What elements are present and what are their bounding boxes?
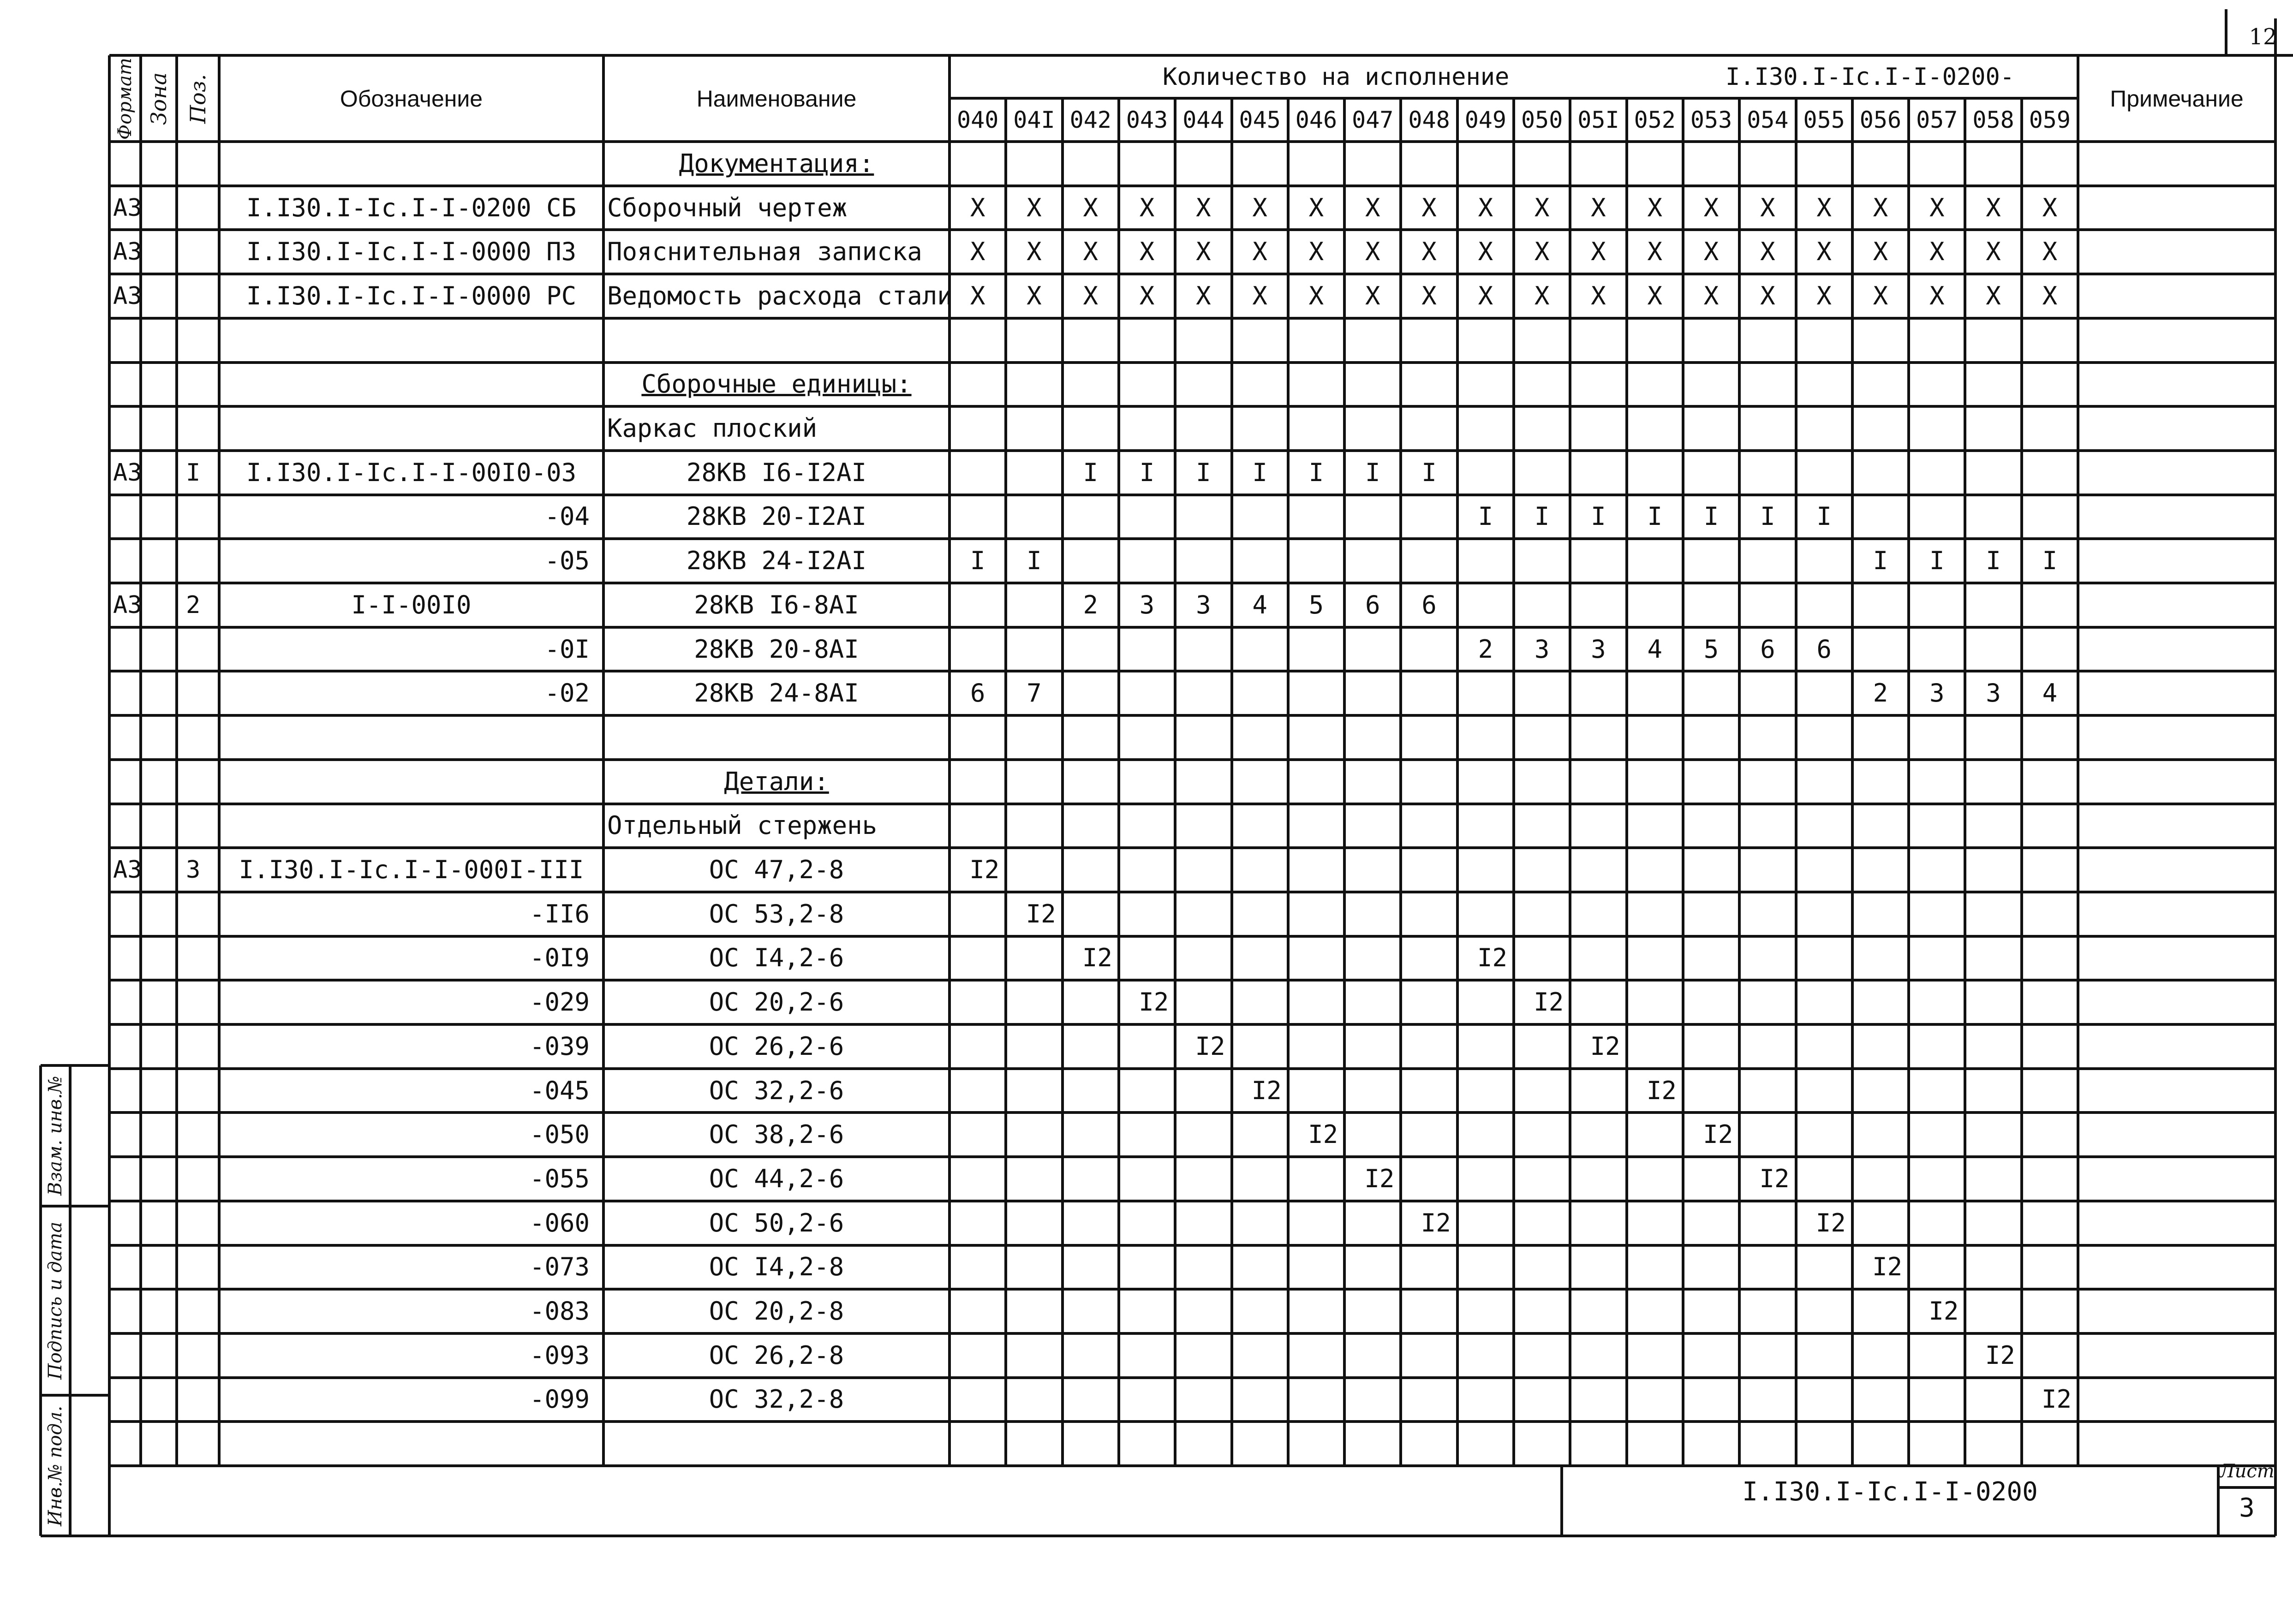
qty-cell: X bbox=[1816, 237, 1832, 267]
variant-header-054: 054 bbox=[1747, 107, 1789, 133]
qty-cell: I2 bbox=[1026, 899, 1056, 928]
qty-cell: I bbox=[1986, 546, 2001, 576]
row-designation: -055 bbox=[529, 1164, 590, 1193]
qty-cell: I2 bbox=[1364, 1164, 1395, 1193]
qty-cell: I bbox=[1816, 502, 1832, 531]
qty-cell: 3 bbox=[1591, 634, 1606, 664]
row-name: ОС I4,2-6 bbox=[709, 943, 844, 973]
variant-header-053: 053 bbox=[1690, 107, 1732, 133]
qty-cell: X bbox=[1252, 281, 1267, 310]
row-designation: -050 bbox=[529, 1120, 590, 1149]
row-designation: I-I-00I0 bbox=[351, 590, 472, 619]
stamp-inv-podl: Инв.№ подл. bbox=[45, 1405, 66, 1526]
row-designation: -045 bbox=[529, 1076, 590, 1105]
qty-cell: I bbox=[1760, 502, 1775, 531]
row-name: Ведомость расхода стали bbox=[607, 281, 952, 310]
title-block-line bbox=[1560, 1466, 1563, 1536]
row-name: ОС 32,2-6 bbox=[709, 1076, 844, 1105]
qty-cell: X bbox=[1308, 193, 1324, 222]
row-name: Каркас плоский bbox=[607, 414, 818, 443]
qty-cell: X bbox=[1703, 193, 1719, 222]
column-line bbox=[602, 55, 605, 1466]
header-note: Примечание bbox=[2110, 85, 2244, 112]
row-designation: -0I bbox=[544, 634, 590, 664]
qty-cell: X bbox=[1083, 237, 1099, 267]
variant-header-048: 048 bbox=[1408, 107, 1450, 133]
qty-cell: I bbox=[1873, 546, 1888, 576]
stamp-signature-date: Подпись и дата bbox=[45, 1221, 66, 1380]
side-stamp-line bbox=[41, 1535, 109, 1537]
qty-cell: X bbox=[1365, 281, 1380, 310]
qty-cell: I2 bbox=[1139, 987, 1169, 1017]
qty-cell: X bbox=[1196, 237, 1211, 267]
row-designation: I.I30.I-Ic.I-I-0000 РС bbox=[246, 281, 577, 310]
qty-cell: I2 bbox=[1985, 1340, 2015, 1370]
variant-header-040: 040 bbox=[956, 107, 999, 133]
qty-cell: X bbox=[1929, 237, 1945, 267]
frame-bottom bbox=[109, 1535, 2275, 1537]
row-line bbox=[109, 846, 2275, 849]
qty-cell: 3 bbox=[1929, 678, 1945, 708]
corner-line bbox=[2225, 9, 2227, 55]
qty-cell: X bbox=[1478, 193, 1493, 222]
qty-cell: X bbox=[1421, 281, 1437, 310]
qty-cell: X bbox=[1365, 193, 1380, 222]
row-pos: 3 bbox=[186, 856, 201, 884]
qty-cell: I bbox=[1252, 458, 1267, 487]
qty-cell: 3 bbox=[1139, 590, 1155, 619]
qty-cell: I bbox=[1083, 458, 1099, 487]
row-designation: -039 bbox=[529, 1031, 590, 1061]
variant-column-line bbox=[1399, 98, 1402, 1466]
qty-cell: X bbox=[1929, 281, 1945, 310]
row-line bbox=[109, 1376, 2275, 1379]
row-designation: -02 bbox=[544, 678, 590, 708]
variant-header-047: 047 bbox=[1352, 107, 1394, 133]
qty-cell: X bbox=[1027, 193, 1042, 222]
qty-cell: I2 bbox=[1082, 943, 1112, 973]
side-stamp-line bbox=[69, 1065, 72, 1536]
side-stamp-line bbox=[41, 1394, 109, 1397]
row-line bbox=[109, 626, 2275, 629]
variant-column-line bbox=[1795, 98, 1797, 1466]
row-designation: -029 bbox=[529, 987, 590, 1017]
row-designation: -0I9 bbox=[529, 943, 590, 973]
qty-cell: X bbox=[1986, 237, 2001, 267]
variant-header-055: 055 bbox=[1803, 107, 1845, 133]
row-format: А3 bbox=[113, 194, 142, 222]
qty-cell: I bbox=[970, 546, 985, 576]
variant-header-057: 057 bbox=[1916, 107, 1958, 133]
row-line bbox=[109, 1111, 2275, 1114]
qty-cell: X bbox=[1083, 281, 1099, 310]
column-line bbox=[948, 55, 951, 1466]
qty-cell: I2 bbox=[1929, 1297, 1959, 1326]
header-quantity: Количество на исполнение bbox=[1163, 63, 1510, 91]
qty-cell: X bbox=[1760, 193, 1775, 222]
variant-column-line bbox=[1456, 98, 1459, 1466]
qty-cell: I2 bbox=[1251, 1076, 1282, 1105]
row-designation: I.I30.I-Ic.I-I-00I0-03 bbox=[246, 458, 577, 487]
row-name: 28КВ 24-8АI bbox=[694, 678, 859, 708]
variant-header-058: 058 bbox=[1972, 107, 2014, 133]
variant-header-056: 056 bbox=[1859, 107, 1902, 133]
variant-column-line bbox=[1569, 98, 1571, 1466]
row-name: 28КВ 20-I2АI bbox=[686, 502, 867, 531]
row-name: ОС 47,2-8 bbox=[709, 855, 844, 885]
qty-cell: X bbox=[1816, 281, 1832, 310]
row-name: Пояснительная записка bbox=[607, 237, 922, 267]
header-bottom-line bbox=[109, 140, 2275, 143]
row-line bbox=[109, 582, 2275, 584]
row-name: 28КВ I6-I2АI bbox=[686, 458, 867, 487]
row-designation: -093 bbox=[529, 1340, 590, 1370]
qty-cell: X bbox=[2042, 237, 2058, 267]
row-designation: I.I30.I-Ic.I-I-000I-III bbox=[239, 855, 584, 885]
variant-column-line bbox=[1004, 98, 1007, 1466]
qty-cell: 4 bbox=[1252, 590, 1267, 619]
qty-cell: 2 bbox=[1478, 634, 1493, 664]
row-format: А3 bbox=[113, 591, 142, 619]
qty-cell: 5 bbox=[1703, 634, 1719, 664]
variant-column-line bbox=[1682, 98, 1684, 1466]
qty-cell: X bbox=[1308, 281, 1324, 310]
row-line bbox=[109, 1288, 2275, 1291]
row-name: ОС 44,2-6 bbox=[709, 1164, 844, 1193]
qty-cell: X bbox=[1760, 281, 1775, 310]
qty-cell: I2 bbox=[1646, 1076, 1677, 1105]
qty-cell: X bbox=[1252, 237, 1267, 267]
row-line bbox=[109, 714, 2275, 717]
section-heading: Детали: bbox=[724, 767, 829, 796]
row-line bbox=[109, 758, 2275, 761]
qty-cell: I bbox=[1027, 546, 1042, 576]
qty-cell: X bbox=[1873, 281, 1888, 310]
qty-cell: X bbox=[1591, 193, 1606, 222]
qty-cell: X bbox=[1139, 193, 1155, 222]
qty-cell: I2 bbox=[1308, 1120, 1338, 1149]
stamp-vzam-inv: Взам. инв.№ bbox=[45, 1076, 66, 1196]
qty-cell: X bbox=[1478, 281, 1493, 310]
qty-cell: X bbox=[1421, 193, 1437, 222]
variant-column-line bbox=[1061, 98, 1064, 1466]
qty-cell: 7 bbox=[1027, 678, 1042, 708]
qty-cell: X bbox=[2042, 193, 2058, 222]
variant-header-042: 042 bbox=[1069, 107, 1111, 133]
row-line bbox=[109, 494, 2275, 496]
row-designation: -099 bbox=[529, 1385, 590, 1414]
row-line bbox=[109, 1420, 2275, 1423]
header-variant-prefix: I.I30.I-Ic.I-I-0200- bbox=[1726, 63, 2015, 91]
qty-cell: I2 bbox=[1534, 987, 1564, 1017]
row-line bbox=[109, 1244, 2275, 1247]
qty-cell: X bbox=[1986, 193, 2001, 222]
variant-header-043: 043 bbox=[1126, 107, 1168, 133]
section-heading: Документация: bbox=[679, 149, 874, 178]
row-designation: I.I30.I-Ic.I-I-0000 ПЗ bbox=[246, 237, 577, 267]
row-line bbox=[109, 935, 2275, 938]
qty-cell: I bbox=[1421, 458, 1437, 487]
row-line bbox=[109, 405, 2275, 408]
qty-cell: I bbox=[1478, 502, 1493, 531]
variant-header-052: 052 bbox=[1634, 107, 1676, 133]
qty-cell: I bbox=[1929, 546, 1945, 576]
qty-cell: I bbox=[1308, 458, 1324, 487]
qty-cell: X bbox=[1647, 281, 1663, 310]
qty-cell: X bbox=[1816, 193, 1832, 222]
qty-cell: 6 bbox=[1365, 590, 1380, 619]
qty-cell: X bbox=[1421, 237, 1437, 267]
row-line bbox=[109, 1200, 2275, 1202]
row-format: А3 bbox=[113, 458, 142, 487]
qty-cell: I2 bbox=[1477, 943, 1508, 973]
row-designation: -05 bbox=[544, 546, 590, 576]
qty-cell: X bbox=[1139, 281, 1155, 310]
qty-cell: 6 bbox=[970, 678, 985, 708]
row-line bbox=[109, 1067, 2275, 1070]
qty-cell: X bbox=[2042, 281, 2058, 310]
variant-column-line bbox=[1738, 98, 1741, 1466]
column-line bbox=[2077, 55, 2079, 1466]
row-designation: -II6 bbox=[529, 899, 590, 928]
row-name: ОС 20,2-8 bbox=[709, 1297, 844, 1326]
corner-line bbox=[2226, 54, 2293, 57]
variant-header-049: 049 bbox=[1464, 107, 1506, 133]
variant-header-044: 044 bbox=[1182, 107, 1224, 133]
row-line bbox=[109, 803, 2275, 805]
qty-cell: X bbox=[1196, 281, 1211, 310]
qty-cell: I2 bbox=[1421, 1208, 1451, 1237]
row-name: Сборочный чертеж bbox=[607, 193, 848, 222]
qty-cell: X bbox=[1027, 281, 1042, 310]
column-line bbox=[218, 55, 221, 1466]
variant-column-line bbox=[1343, 98, 1346, 1466]
row-designation: -083 bbox=[529, 1297, 590, 1326]
variant-header-05I: 05I bbox=[1577, 107, 1619, 133]
qty-cell: I2 bbox=[1815, 1208, 1846, 1237]
qty-cell: I bbox=[1591, 502, 1606, 531]
qty-cell: X bbox=[1478, 237, 1493, 267]
qty-cell: X bbox=[970, 281, 985, 310]
qty-cell: I bbox=[2042, 546, 2058, 576]
variant-column-line bbox=[1512, 98, 1515, 1466]
qty-cell: I bbox=[1139, 458, 1155, 487]
qty-cell: X bbox=[1196, 193, 1211, 222]
row-designation: -073 bbox=[529, 1252, 590, 1282]
qty-cell: I bbox=[1365, 458, 1380, 487]
qty-cell: X bbox=[1027, 237, 1042, 267]
header-pos: Поз. bbox=[185, 73, 210, 124]
row-line bbox=[109, 228, 2275, 231]
row-designation: -060 bbox=[529, 1208, 590, 1237]
qty-cell: X bbox=[1703, 237, 1719, 267]
row-line bbox=[109, 449, 2275, 452]
column-line bbox=[175, 55, 178, 1466]
qty-cell: I bbox=[1534, 502, 1550, 531]
qty-cell: X bbox=[1703, 281, 1719, 310]
frame-top bbox=[109, 54, 2275, 57]
row-name: Отдельный стержень bbox=[607, 811, 878, 840]
row-name: 28КВ 20-8АI bbox=[694, 634, 859, 664]
header-format: Формат bbox=[114, 57, 136, 140]
qty-cell: I2 bbox=[1872, 1252, 1903, 1282]
qty-cell: X bbox=[1591, 281, 1606, 310]
row-line bbox=[109, 891, 2275, 893]
variant-column-line bbox=[1625, 98, 1628, 1466]
row-format: А3 bbox=[113, 282, 142, 310]
variant-column-line bbox=[1117, 98, 1120, 1466]
variant-column-line bbox=[1964, 98, 1966, 1466]
qty-cell: X bbox=[1647, 193, 1663, 222]
qty-cell: X bbox=[1873, 193, 1888, 222]
side-stamp-line bbox=[41, 1205, 109, 1208]
qty-cell: 3 bbox=[1534, 634, 1550, 664]
row-line bbox=[109, 273, 2275, 275]
row-line bbox=[109, 670, 2275, 672]
title-block-line bbox=[2218, 1486, 2275, 1489]
header-zone: Зона bbox=[146, 72, 171, 125]
qty-cell: I2 bbox=[1590, 1031, 1620, 1061]
row-name: ОС 38,2-6 bbox=[709, 1120, 844, 1149]
qty-cell: I2 bbox=[2042, 1385, 2072, 1414]
row-line bbox=[109, 537, 2275, 540]
row-line bbox=[109, 1155, 2275, 1158]
qty-cell: X bbox=[1760, 237, 1775, 267]
header-name: Наименование bbox=[696, 85, 857, 112]
row-format: А3 bbox=[113, 856, 142, 884]
qty-cell: X bbox=[1083, 193, 1099, 222]
qty-cell: 3 bbox=[1196, 590, 1211, 619]
variant-column-line bbox=[1851, 98, 1854, 1466]
variant-column-line bbox=[1907, 98, 1910, 1466]
variant-column-line bbox=[2020, 98, 2023, 1466]
header-designation: Обозначение bbox=[340, 85, 483, 112]
sheet-label: Лист bbox=[2219, 1461, 2275, 1482]
row-designation: -04 bbox=[544, 502, 590, 531]
qty-cell: X bbox=[1591, 237, 1606, 267]
qty-cell: X bbox=[1929, 193, 1945, 222]
row-name: ОС 53,2-8 bbox=[709, 899, 844, 928]
row-line bbox=[109, 1332, 2275, 1335]
qty-cell: X bbox=[970, 193, 985, 222]
row-name: ОС I4,2-8 bbox=[709, 1252, 844, 1282]
row-name: ОС 26,2-8 bbox=[709, 1340, 844, 1370]
qty-cell: I2 bbox=[1195, 1031, 1225, 1061]
row-name: ОС 20,2-6 bbox=[709, 987, 844, 1017]
variant-header-04I: 04I bbox=[1013, 107, 1055, 133]
qty-cell: 2 bbox=[1083, 590, 1099, 619]
row-pos: I bbox=[186, 458, 201, 487]
row-line bbox=[109, 1023, 2275, 1026]
qty-cell: 4 bbox=[2042, 678, 2058, 708]
row-line bbox=[109, 317, 2275, 320]
side-stamp-line bbox=[39, 1065, 42, 1536]
qty-cell: 6 bbox=[1421, 590, 1437, 619]
row-name: 28КВ 24-I2АI bbox=[686, 546, 867, 576]
variant-column-line bbox=[1230, 98, 1233, 1466]
row-line bbox=[109, 184, 2275, 187]
qty-cell: 6 bbox=[1816, 634, 1832, 664]
row-name: ОС 26,2-6 bbox=[709, 1031, 844, 1061]
side-stamp-line bbox=[41, 1064, 109, 1067]
variant-column-line bbox=[1174, 98, 1176, 1466]
qty-cell: X bbox=[1139, 237, 1155, 267]
row-line bbox=[109, 1464, 2275, 1467]
qty-cell: X bbox=[1252, 193, 1267, 222]
qty-cell: I bbox=[1647, 502, 1663, 531]
frame-right bbox=[2274, 18, 2277, 1536]
qty-cell: I bbox=[1196, 458, 1211, 487]
qty-cell: X bbox=[1534, 281, 1550, 310]
qty-cell: I2 bbox=[1759, 1164, 1790, 1193]
variant-header-046: 046 bbox=[1295, 107, 1338, 133]
qty-cell: X bbox=[1647, 237, 1663, 267]
variant-header-059: 059 bbox=[2029, 107, 2071, 133]
qty-cell: 6 bbox=[1760, 634, 1775, 664]
row-name: ОС 50,2-6 bbox=[709, 1208, 844, 1237]
qty-cell: I2 bbox=[969, 855, 1000, 885]
qty-cell: 3 bbox=[1986, 678, 2001, 708]
qty-cell: X bbox=[970, 237, 985, 267]
qty-cell: 4 bbox=[1647, 634, 1663, 664]
qty-cell: 2 bbox=[1873, 678, 1888, 708]
variant-header-050: 050 bbox=[1521, 107, 1563, 133]
row-format: А3 bbox=[113, 238, 142, 266]
qty-cell: I bbox=[1703, 502, 1719, 531]
row-line bbox=[109, 361, 2275, 364]
page-number: 12 bbox=[2249, 24, 2277, 50]
column-line bbox=[139, 55, 142, 1466]
variant-header-045: 045 bbox=[1239, 107, 1281, 133]
document-code: I.I30.I-Ic.I-I-0200 bbox=[1742, 1477, 2038, 1507]
row-name: ОС 32,2-8 bbox=[709, 1385, 844, 1414]
row-designation: I.I30.I-Ic.I-I-0200 СБ bbox=[246, 193, 577, 222]
qty-cell: X bbox=[1365, 237, 1380, 267]
qty-cell: X bbox=[1308, 237, 1324, 267]
qty-cell: X bbox=[1534, 237, 1550, 267]
variant-column-line bbox=[1287, 98, 1290, 1466]
qty-cell: X bbox=[1534, 193, 1550, 222]
row-pos: 2 bbox=[186, 591, 201, 619]
row-line bbox=[109, 979, 2275, 982]
qty-cell: I2 bbox=[1703, 1120, 1733, 1149]
frame-left bbox=[108, 55, 111, 1536]
sheet-number: 3 bbox=[2239, 1493, 2255, 1523]
row-name: 28КВ I6-8АI bbox=[694, 590, 859, 619]
qty-cell: X bbox=[1986, 281, 2001, 310]
section-heading: Сборочные единицы: bbox=[641, 369, 912, 399]
qty-cell: 5 bbox=[1308, 590, 1324, 619]
qty-cell: X bbox=[1873, 237, 1888, 267]
